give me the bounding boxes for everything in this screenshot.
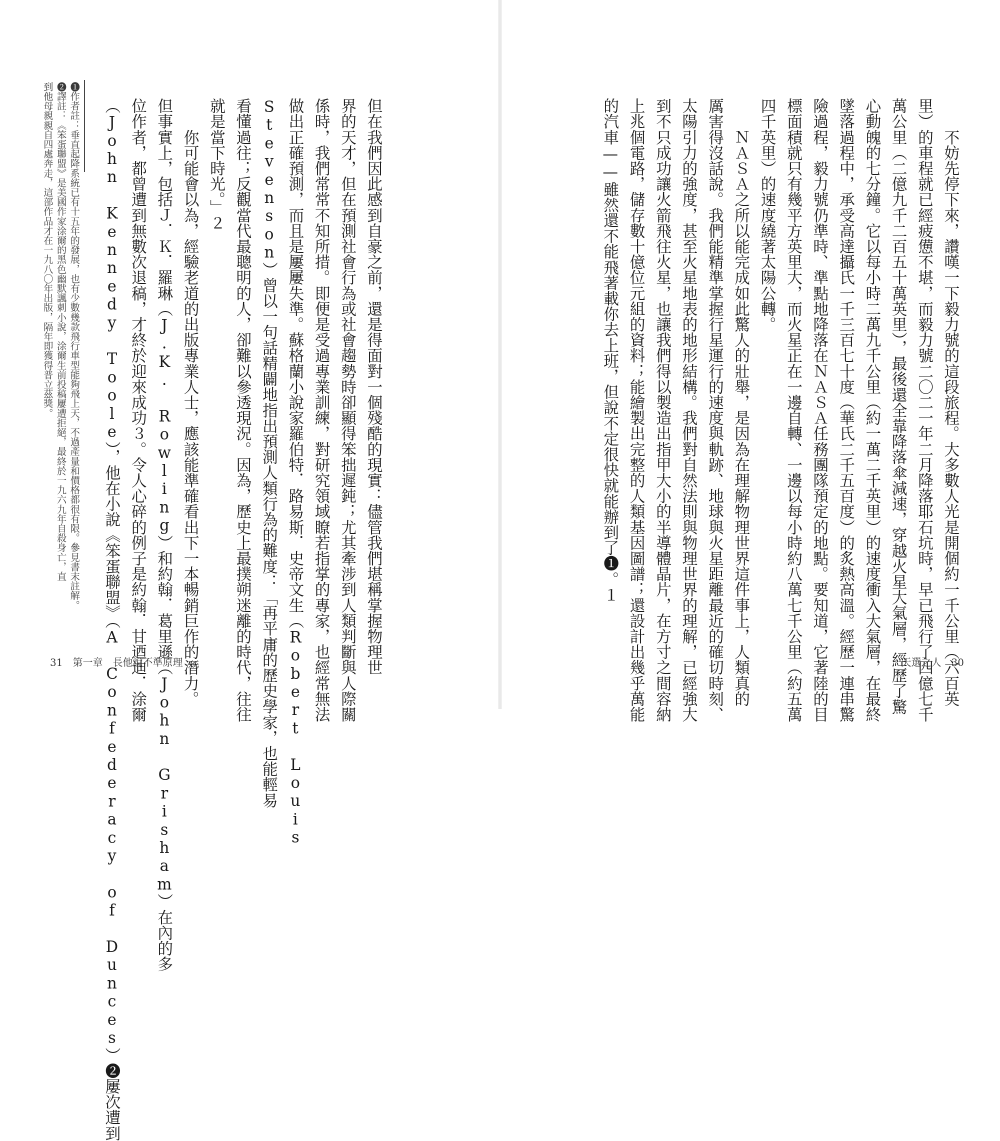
right-page xyxy=(500,0,1000,722)
footnote-divider xyxy=(84,80,85,172)
left-page-footer: 31 第一章 長他說不準原理 xyxy=(50,658,183,669)
footnotes: ❶作者註：垂直起降系統已有十五年的發展，也有少數幾款飛行車型能夠飛上天，不過產量和價格都很有限。參見書末註解。 ❷譯註：《笨蛋聯盟》是美國作家涂爾的黑色幽默諷刺小說，涂爾生前投稿屢遭拒絕，最終於一九六九年自殺身亡，直 到他母親親自四處奔走，這部作品才在一九八〇年出版，隔年即獲得普立茲獎。 xyxy=(41,82,80,610)
left-body-text: 但在我們因此感到自豪之前，還是得面對一個殘酷的現實：儘管我們堪稱掌握物理世 界的天才，但在預測社會行為或社會趨勢時卻顯得笨拙遲鈍；尤其牽涉到人類判斷與人際關 係時，我們常常不知所措。即便是受過專業訓練，對研究領域瞭若指掌的專家，也經常無法 做出正確預測，而且是屢屢失準。蘇格蘭小說家羅伯特．路易斯．史帝文生（Robert Louis Stevenson）曾以一句話精闢地指出預測人類行為的難度：「再平庸的歷史學家，也能輕易 看懂過往；反觀當代最聰明的人，卻難以參透現況。因為，歷史上最撲朔迷離的時代，往往 就是當下時光。」２ 你可能會以為，經驗老道的出版專業人士，應該能準確看出下一本暢銷巨作的潛力。 但事實上，包括Ｊ．Ｋ．羅琳（J.K. Rowling）和約翰．葛里遜（John Grisham）在內的多 位作者，都曾遭到無數次退稿，才終於迎來成功３。令人心碎的例子是約翰．甘迺迪．涂爾 （John Kennedy Toole），他在小說《笨蛋聯盟》（A Confederacy of Dunces）❷屢次遭到 xyxy=(102,98,383,1141)
right-body-text: 不妨先停下來，讚嘆一下毅力號的這段旅程。大多數人光是開個約一千公里（六百英 里）的車程就已經疲憊不堪，而毅力號二〇二一年二月降落耶石坑時，早已飛行了四億七千 萬公里（二億九千二百五十萬英里），最後還全靠降落傘減速，穿越火星大氣層，經歷了驚 心動魄的七分鐘。它以每小時二萬九千公里（約一萬二千英里）的速度衝入大氣層，在最終 墜落過程中，承受高達攝氏一千三百七十度（華氏二千五百度）的炙熱高溫。經歷一連串驚 險過程，毅力號仍準時、準點地降落在ＮＡＳＡ任務團隊預定的地點。要知道，它著陸的目 標面積就只有幾平方英里大，而火星正在一邊自轉、一邊以每小時約八萬七千公里（約五萬 四千英里）的速度繞著太陽公轉。 ＮＡＳＡ之所以能完成如此驚人的壯舉，是因為在理解物理世界這件事上，人類真的 厲害得沒話說。我們能精準掌握行星運行的速度與軌跡、地球與火星距離最近的確切時刻、 太陽引力的強度，甚至火星地表的地形結構。我們對自然法則與物理世界的理解，已經強大 到不只成功讓火箭飛往火星，也讓我們得以製造出指甲大小的半導體晶片，在方寸之間容納 上兆個電路，儲存數十億位元組的資料；能繪製出完整的人類基因圖譜；還設計出幾乎萬能 的汽車——雖然還不能飛著載你去上班，但說不定很快就能辦到了❶。１ xyxy=(601,98,960,722)
right-page-footer: 天選之人 30 xyxy=(901,658,964,669)
